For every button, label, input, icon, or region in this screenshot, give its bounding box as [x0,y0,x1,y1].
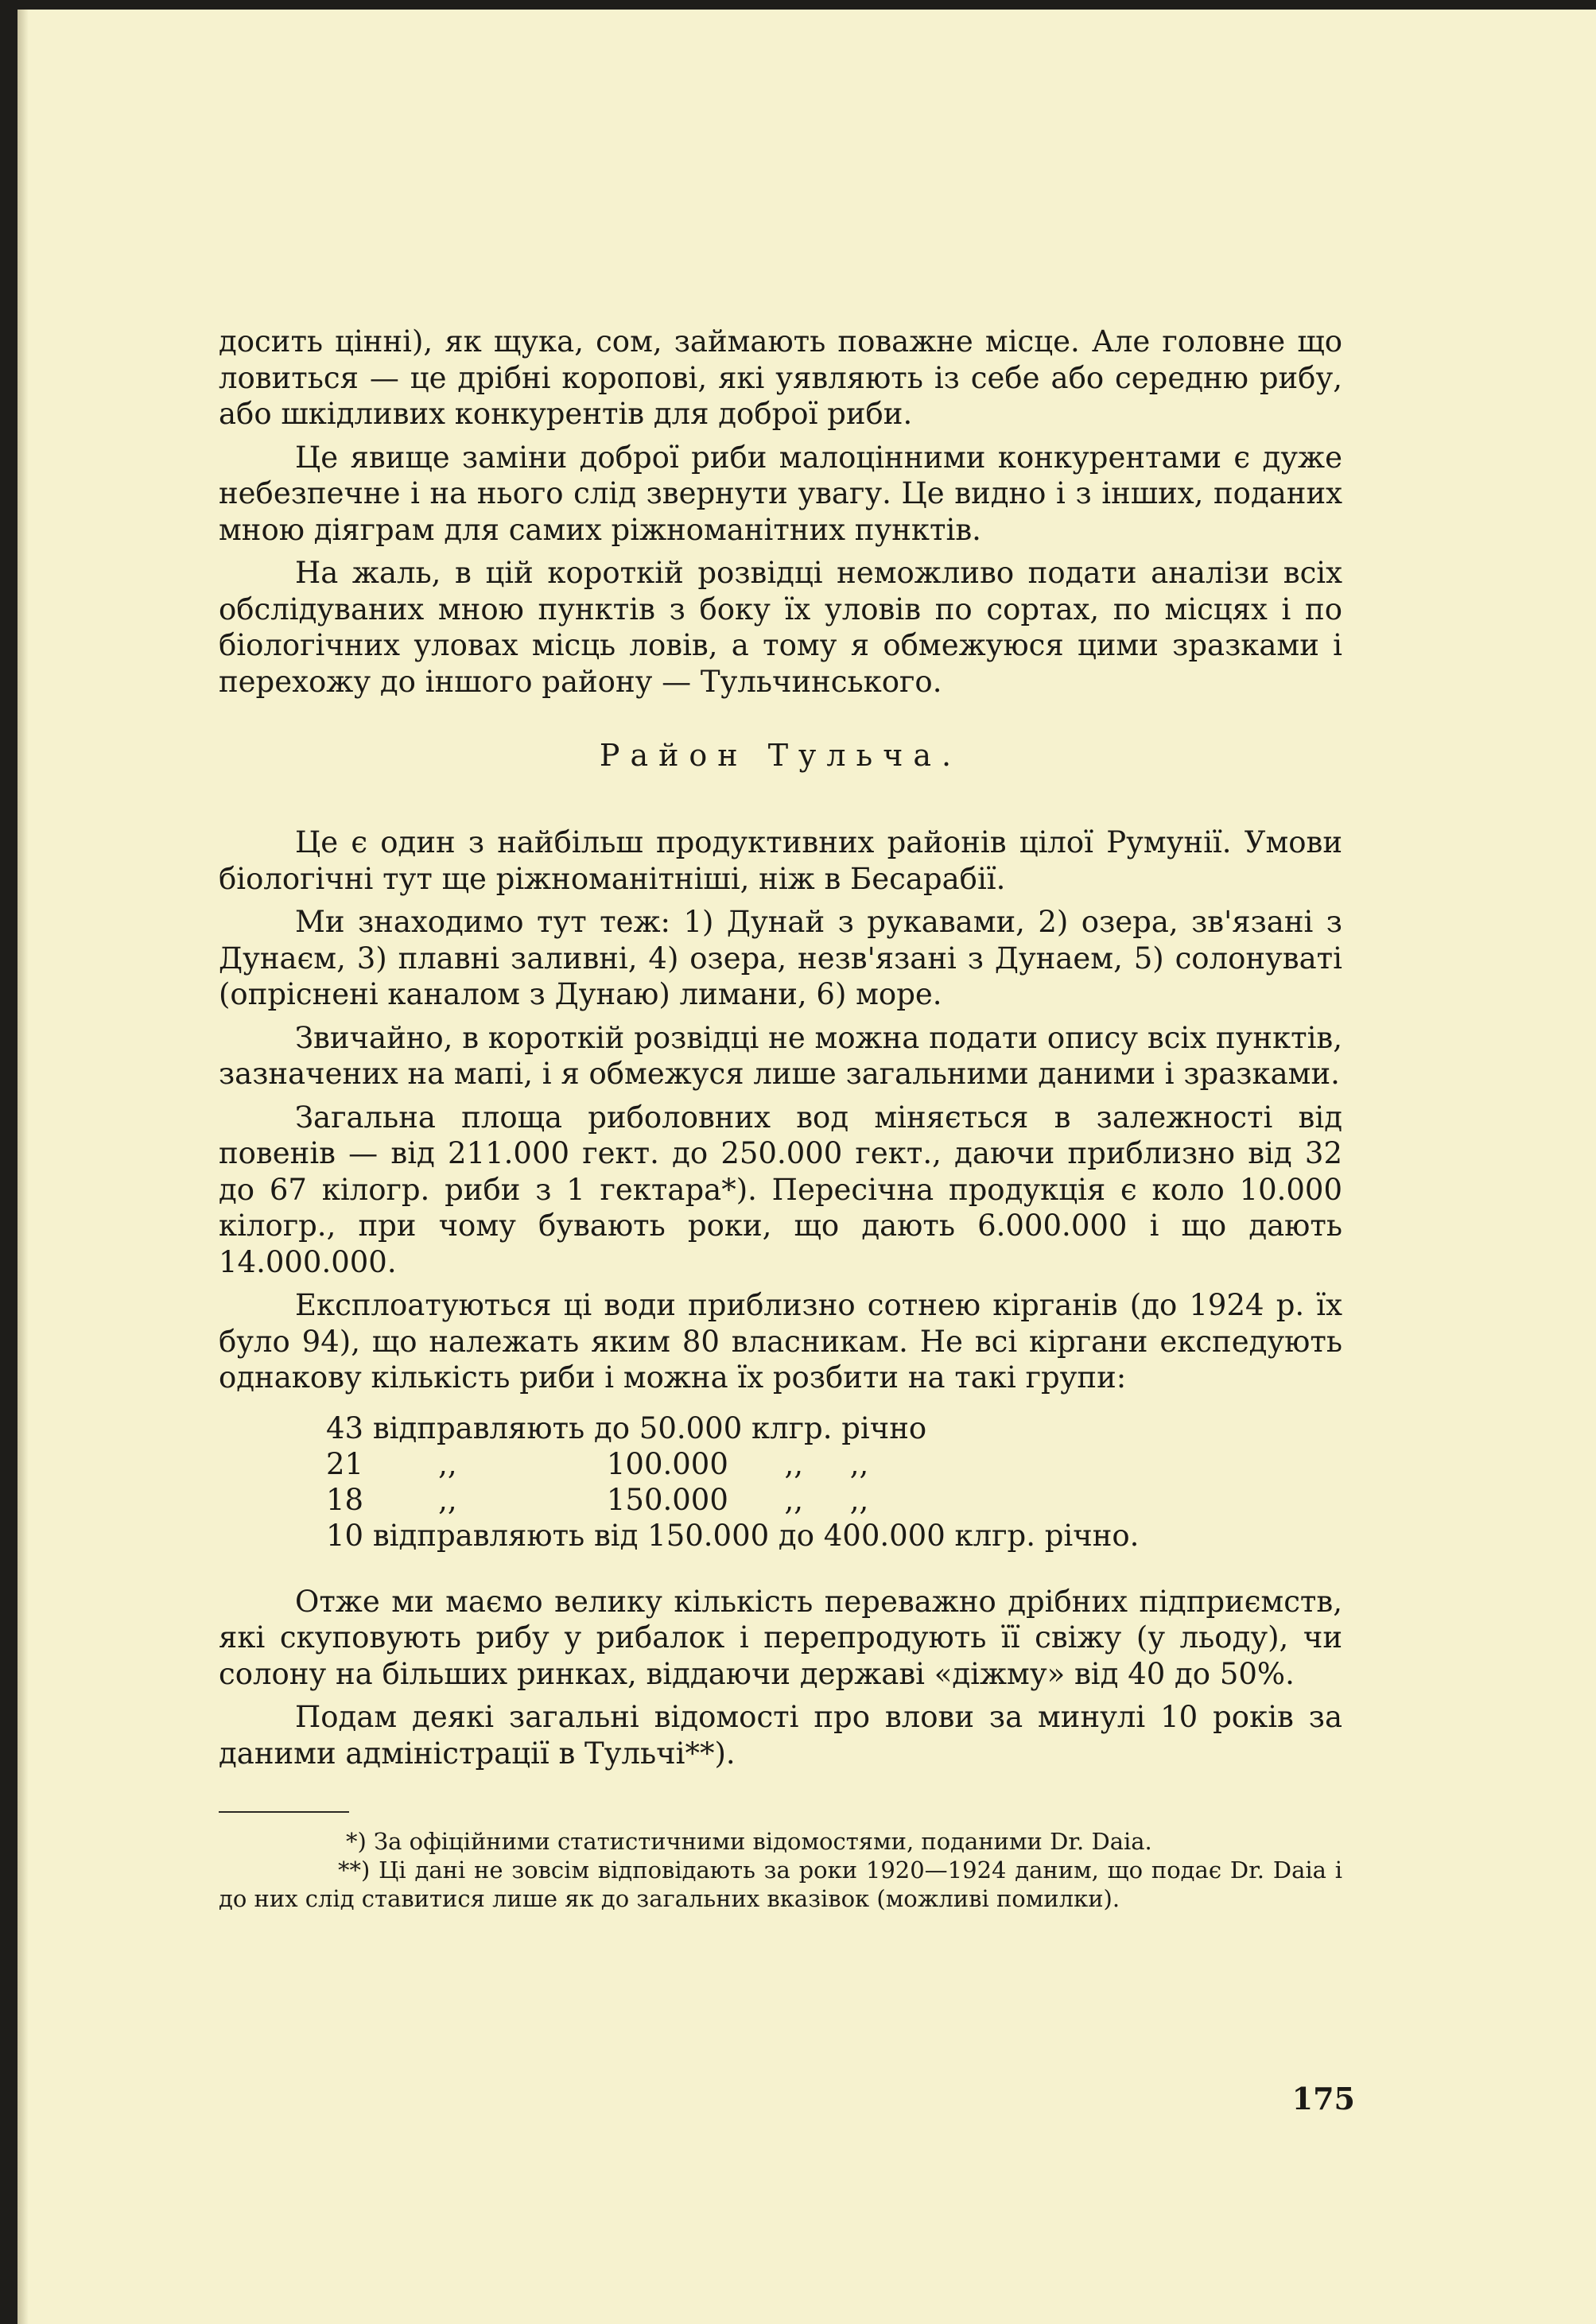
footnote: **) Ці дані не зовсім відповідають за роки 1920—1924 даним, що подає Dr. Daia і до них слід ставитися лише як до загальних вказівок (можливі помилки). [219,1856,1342,1912]
paragraph: Подам деякі загальні відомості про влови за минулі 10 років за даними адміністрації в Тульчі**). [219,1700,1342,1771]
shipment-row: 10 відправляють від 150.000 до 400.000 клгр. річно. [326,1518,1140,1553]
shipment-row: 43 відправляють до 50.000 клгр. річно [326,1410,927,1445]
main-text-block [219,324,1342,1913]
footnote: *) За офіційними статистичними відомостями, поданими Dr. Daia. [346,1828,1152,1855]
shipment-row: 18 ,, 150.000 ,, ,, [326,1482,869,1517]
book-page [17,10,1596,2324]
paragraph: Отже ми маємо велику кількість переважно дрібних підприємств, які скуповують рибу у рибалок і перепродують її свіжу (у льоду), чи солону на більших ринках, віддаючи державі «діжму» від 40 до 50%. [219,1584,1342,1691]
paragraph: Це є один з найбільш продуктивних районів цілої Румунії. Умови біологічні тут ще ріжноманітніші, ніж в Бесарабії. [219,825,1342,896]
page-number: 175 [1291,2081,1355,2116]
paragraph: Це явище заміни доброї риби малоцінними конкурентами є дуже небезпечне і на нього слід звернути увагу. Це видно і з інших, поданих мною діяграм для самих ріжноманітних пунктів. [219,440,1342,547]
paragraph: Загальна площа риболовних вод міняється в залежності від повенів — від 211.000 гект. до 250.000 гект., даючи приблизно від 32 до 67 кілогр. риби з 1 гектара*). Пересічна продукція є коло 10.000 кілогр., при чому бувають роки, що дають 6.000.000 і що дають 14.000.000. [219,1100,1342,1279]
section-heading: Район Тульча. [599,738,962,773]
paragraph-continuation: досить цінні), як щука, сом, займають поважне місце. Але головне що ловиться — це дрібні коропові, які уявляють із себе або середню рибу, або шкідливих конкурентів для доброї риби. [219,324,1342,431]
paragraph: На жаль, в цій короткій розвідці неможливо подати аналізи всіх обслідуваних мною пунктів з боку їх уловів по сортах, по місцях і по біологічних уловах місць ловів, а тому я обмежуюся цими зразками і перехожу до іншого району — Тульчинського. [219,556,1342,699]
footnote-separator [219,1811,349,1813]
page-spine-shadow [17,10,29,2324]
shipment-groups-table [326,1410,1342,1554]
paragraph: Ми знаходимо тут теж: 1) Дунай з рукавами, 2) озера, зв'язані з Дунаєм, 3) плавні заливні, 4) озера, незв'язані з Дунаем, 5) солонуваті (опріснені каналом з Дунаю) лимани, 6) море. [219,905,1342,1011]
paragraph: Експлоатуються ці води приблизно сотнею кірганів (до 1924 р. їх було 94), що належать яким 80 власникам. Не всі кіргани експедують однакову кількість риби і можна їх розбити на такі групи: [219,1288,1342,1395]
paragraph: Звичайно, в короткій розвідці не можна подати опису всіх пунктів, зазначених на мапі, і я обмежуся лише загальними даними і зразками. [219,1020,1342,1091]
shipment-row: 21 ,, 100.000 ,, ,, [326,1446,869,1481]
